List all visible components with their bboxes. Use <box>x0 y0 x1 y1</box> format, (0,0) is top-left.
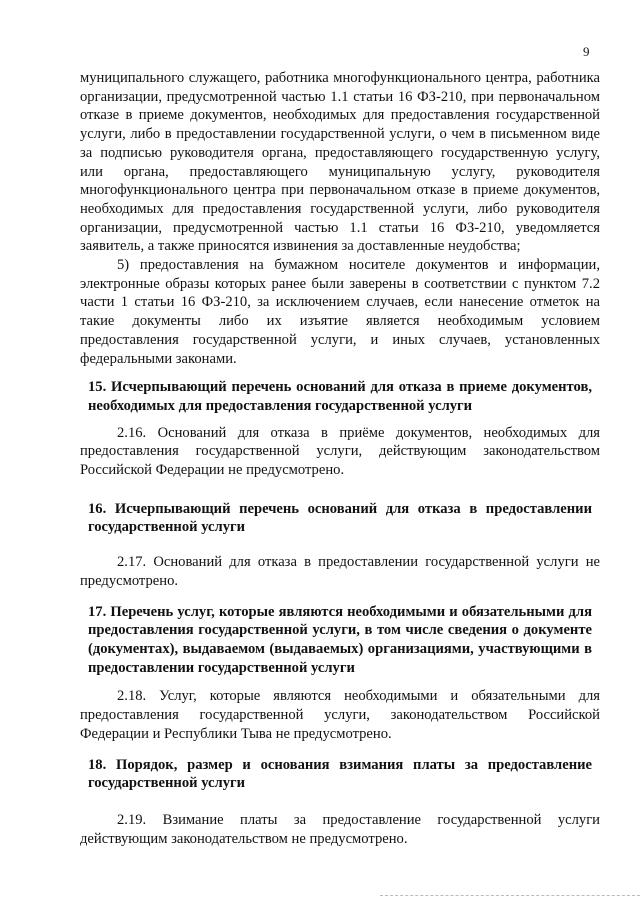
paragraph-2-19: 2.19. Взимание платы за предоставление государственной услуги действующим законодательством не предусмотрено. <box>80 811 600 847</box>
section-17-heading: 17. Перечень услуг, которые являются необходимыми и обязательными для предоставления государственной услуги, в том числе сведения о документе (документах), выдаваемом (выдаваемых) организациями, участвующими в предоставлении государственной услуги <box>88 603 592 676</box>
page-number: 9 <box>583 44 590 59</box>
footer-divider <box>380 895 640 896</box>
continuation-paragraph: муниципального служащего, работника многофункционального центра, работника организации, предусмотренной частью 1.1 статьи 16 ФЗ-210, при первоначальном отказе в приеме документов, необходимых для предоставления государственной услуги, либо в предоставлении государственной услуги, о чем в письменном виде за подписью руководителя органа, предоставляющего государственную услугу, или органа, предоставляющего муниципальную услугу, руководителя многофункционального центра при первоначальном отказе в приеме документов, необходимых для предоставления государственной услуги, либо руководителя организации, предусмотренной частью 1.1 статьи 16 ФЗ-210, уведомляется заявитель, а также приносятся извинения за доставленные неудобства; <box>80 70 600 255</box>
section-16-heading: 16. Исчерпывающий перечень оснований для отказа в предоставлении государственной услуги <box>88 500 592 536</box>
section-15-heading: 15. Исчерпывающий перечень оснований для отказа в приеме документов, необходимых для предоставления государственной услуги <box>88 379 592 414</box>
list-item-5: 5) предоставления на бумажном носителе документов и информации, электронные образы которых ранее были заверены в соответствии с пунктом 7.2 части 1 статьи 16 ФЗ-210, за исключением случаев, если нанесение отметок на такие документы либо их изъятие является необходимым условием предоставления государственной услуги, и иных случаев, установленных федеральными законами. <box>80 257 600 367</box>
section-18-heading: 18. Порядок, размер и основания взимания платы за предоставление государственной услуги <box>88 756 592 792</box>
paragraph-2-18: 2.18. Услуг, которые являются необходимыми и обязательными для предоставления государственной услуги, законодательством Российской Федерации и Республики Тыва не предусмотрено. <box>80 688 600 742</box>
document-body <box>80 69 600 848</box>
paragraph-2-16: 2.16. Оснований для отказа в приёме документов, необходимых для предоставления государственной услуги, действующим законодательством Российской Федерации не предусмотрено. <box>80 424 600 479</box>
paragraph-2-17: 2.17. Оснований для отказа в предоставлении государственной услуги не предусмотрено. <box>80 554 600 589</box>
